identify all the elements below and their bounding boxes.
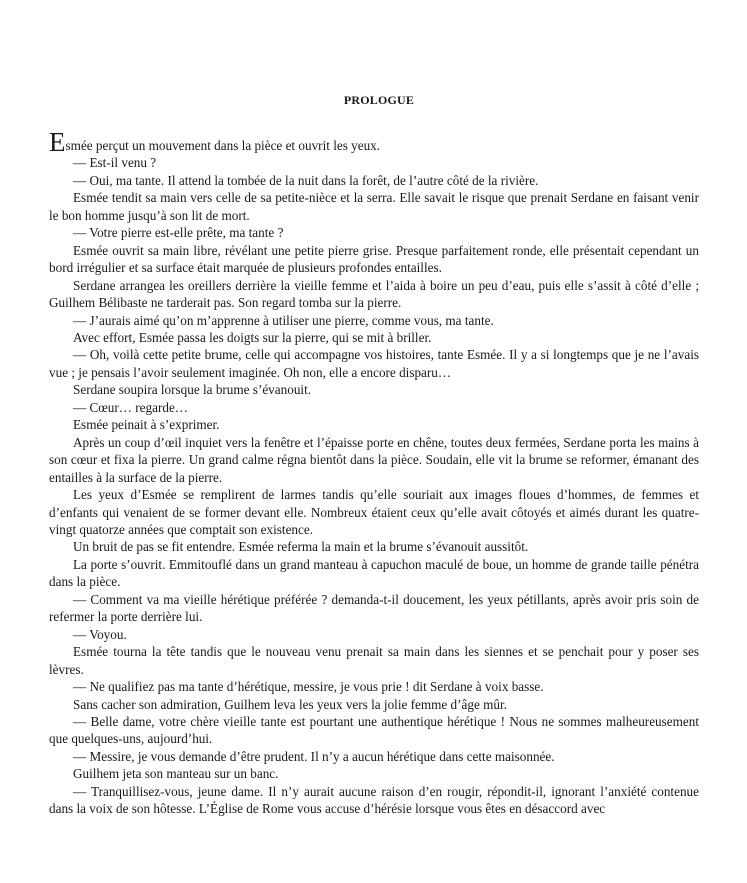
- paragraph: — Voyou.: [73, 626, 127, 642]
- paragraph: Esmée ouvrit sa main libre, révélant une petite pierre grise. Presque parfaitement ronde, elle présentait cependant un bord irrégulier et sa surface était marquée de plusieurs profondes entailles.: [49, 242, 699, 276]
- paragraph: Les yeux d’Esmée se remplirent de larmes tandis qu’elle souriait aux images floues d’hommes, de femmes et d’enfants qui venaient de se former devant elle. Nombreux étaient ceux qu’elle avait côtoyés et aimés durant les quatre-vingt quatorze années que comptait son existence.: [49, 487, 699, 537]
- paragraph: — Est-il venu ?: [73, 155, 157, 171]
- first-paragraph: [49, 127, 699, 157]
- paragraph: — Oui, ma tante. Il attend la tombée de la nuit dans la forêt, de l’autre côté de la rivière.: [73, 172, 539, 188]
- paragraph: — Ne qualifiez pas ma tante d’hérétique, messire, je vous prie ! dit Serdane à voix basse.: [73, 679, 544, 695]
- paragraph: — J’aurais aimé qu’on m’apprenne à utiliser une pierre, comme vous, ma tante.: [73, 312, 494, 328]
- paragraph: Un bruit de pas se fit entendre. Esmée referma la main et la brume s’évanouit aussitôt.: [73, 539, 529, 555]
- paragraph: Guilhem jeta son manteau sur un banc.: [73, 766, 279, 782]
- paragraph: Esmée tendit sa main vers celle de sa petite-nièce et la serra. Elle savait le risque que prenait Serdane en faisant venir le bon homme jusqu’à son lit de mort.: [49, 190, 699, 223]
- paragraph: Serdane soupira lorsque la brume s’évanouit.: [73, 382, 312, 398]
- paragraph: Esmée peinait à s’exprimer.: [73, 417, 220, 433]
- paragraph: Serdane arrangea les oreillers derrière la vieille femme et l’aida à boire un peu d’eau, puis elle s’assit à côté d’elle ; Guilhem Bélibaste ne tarderait pas. Son regard tomba sur la pierre.: [49, 277, 699, 311]
- paragraph: — Messire, je vous demande d’être prudent. Il n’y a aucun hérétique dans cette maisonnée.: [73, 748, 555, 764]
- paragraph: — Comment va ma vieille hérétique préférée ? demanda-t-il doucement, les yeux pétillants, après avoir pris soin de refermer la porte derrière lui.: [49, 591, 699, 625]
- chapter-title: PROLOGUE: [343, 93, 415, 107]
- paragraph: Esmée tourna la tête tandis que le nouveau venu prenait sa main dans les siennes et se penchait pour y poser ses lèvres.: [49, 644, 699, 677]
- paragraph: Avec effort, Esmée passa les doigts sur la pierre, qui se mit à briller.: [73, 329, 432, 345]
- body-text: [49, 127, 699, 818]
- paragraph: Sans cacher son admiration, Guilhem leva les yeux vers la jolie femme d’âge mûr.: [73, 696, 507, 712]
- paragraph: — Tranquillisez-vous, jeune dame. Il n’y aurait aucune raison d’en rougir, répondit-il, ignorant l’anxiété contenue dans la voix de son hôtesse. L’Église de Rome vous accuse d’hérésie lorsque vous êtes en désaccord avec: [49, 783, 699, 817]
- drop-cap: E: [49, 127, 66, 157]
- paragraph: La porte s’ouvrit. Emmitouflé dans un grand manteau à capuchon maculé de boue, un homme de grande taille pénétra dans la pièce.: [49, 556, 699, 590]
- paragraph: — Oh, voilà cette petite brume, celle qui accompagne vos histoires, tante Esmée. Il y a si longtemps que je ne l’avais vue ; je pensais l’avoir seulement imaginée. Oh non, elle a encore disparu…: [49, 347, 699, 380]
- first-paragraph-text: smée perçut un mouvement dans la pièce et ouvrit les yeux.: [65, 138, 381, 153]
- paragraph: — Cœur… regarde…: [73, 399, 188, 415]
- paragraph: — Belle dame, votre chère vieille tante est pourtant une authentique hérétique ! Nous ne sommes malheureusement que quelques-uns, aujourd’hui.: [49, 713, 699, 747]
- paragraph: — Votre pierre est-elle prête, ma tante ?: [73, 225, 284, 241]
- paragraph: Après un coup d’œil inquiet vers la fenêtre et l’épaisse porte en chêne, toutes deux fermées, Serdane porta les mains à son cœur et fixa la pierre. Un grand calme régna bientôt dans la pièce. Soudain, elle vit la brume se reformer, émanant des entailles à la surface de la pierre.: [49, 434, 699, 485]
